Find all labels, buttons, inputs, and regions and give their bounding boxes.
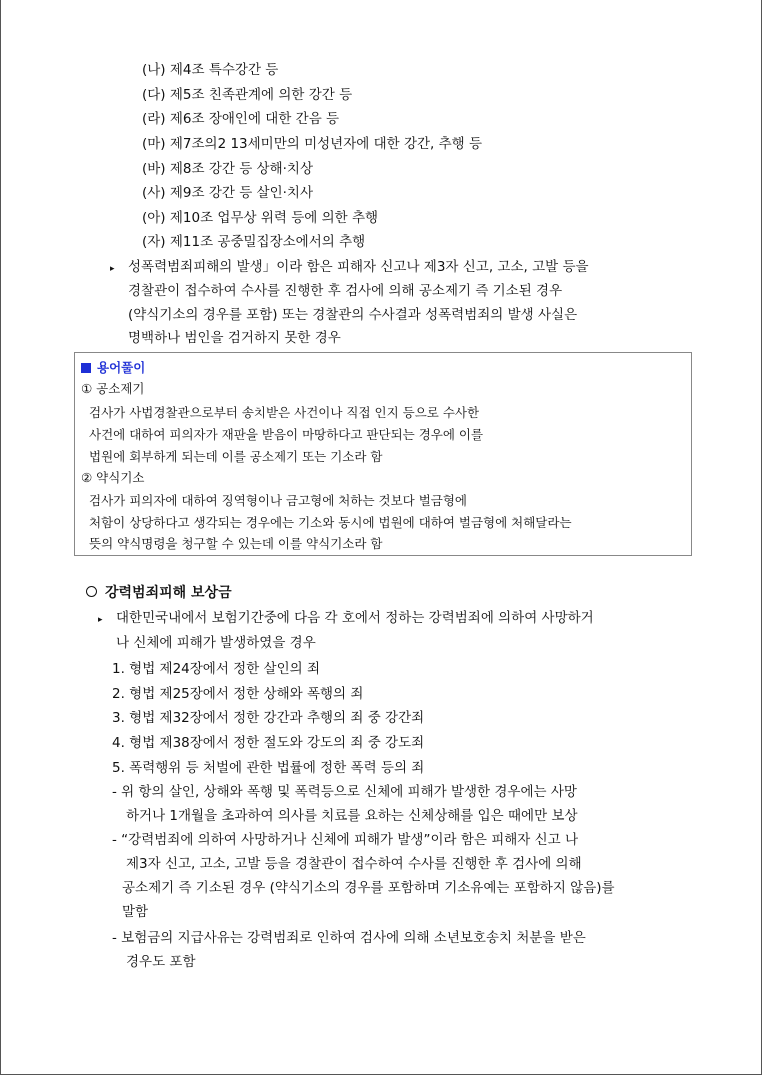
note-line: - “강력범죄에 의하여 사망하거나 신체에 피해가 발생”이라 함은 피해자 신고 나 (112, 832, 579, 848)
section-bullet-line: 나 신체에 피해가 발생하였을 경우 (116, 635, 316, 651)
numbered-item: 2. 형법 제25장에서 정한 상해와 폭행의 죄 (112, 686, 364, 702)
note-line: - 보험금의 지급사유는 강력범죄로 인하여 검사에 의해 소년보호송치 처분을 받은 (112, 930, 586, 946)
note-line: 공소제기 즉 기소된 경우 (약식기소의 경우를 포함하며 기소유예는 포함하지 않음)를 (122, 880, 615, 896)
numbered-item: 3. 형법 제32장에서 정한 강간과 추행의 죄 중 강간죄 (112, 710, 425, 726)
note-line: 경우도 포함 (126, 954, 196, 970)
glossary-line: 법원에 회부하게 되는데 이를 공소제기 또는 기소라 함 (89, 449, 383, 464)
occurrence-paragraph: ▸ 성폭력범죄피해의 발생」이라 함은 피해자 신고나 제3자 신고, 고소, 고발 등을 (110, 258, 589, 278)
sub-item: (사) 제9조 강간 등 살인·치사 (142, 185, 313, 201)
glossary-line: 뜻의 약식명령을 청구할 수 있는데 이를 약식기소라 함 (89, 536, 383, 551)
glossary-title: 용어풀이 (81, 359, 145, 376)
sub-item: (나) 제4조 특수강간 등 (142, 62, 279, 78)
sub-item: (아) 제10조 업무상 위력 등에 의한 추행 (142, 210, 379, 226)
occurrence-line: 명백하나 범인을 검거하지 못한 경우 (128, 330, 341, 346)
sub-item: (라) 제6조 장애인에 대한 간음 등 (142, 111, 340, 127)
note-line: 말함 (122, 904, 149, 920)
square-bullet-icon (81, 363, 91, 373)
glossary-line: 검사가 사법경찰관으로부터 송치받은 사건이나 직접 인지 등으로 수사한 (89, 405, 480, 420)
sub-item: (마) 제7조의2 13세미만의 미성년자에 대한 강간, 추행 등 (142, 136, 483, 152)
circle-bullet-icon (86, 586, 97, 597)
glossary-line: 사건에 대하여 피의자가 재판을 받음이 마땅하다고 판단되는 경우에 이를 (89, 427, 484, 442)
note-line: - 위 항의 살인, 상해와 폭행 및 폭력등으로 신체에 피해가 발생한 경우에는 사망 (112, 784, 577, 800)
triangle-bullet-icon: ▸ (110, 264, 115, 274)
note-line: 제3자 신고, 고소, 고발 등을 경찰관이 접수하여 수사를 진행한 후 검사에 의해 (126, 856, 582, 872)
section-bullet: ▸ 대한민국내에서 보험기간중에 다음 각 호에서 정하는 강력범죄에 의하여 사망하거 (98, 609, 594, 629)
sub-item: (자) 제11조 공중밀집장소에서의 추행 (142, 234, 366, 250)
glossary-box (74, 352, 692, 556)
triangle-bullet-icon: ▸ (98, 615, 103, 625)
note-line: 하거나 1개월을 초과하여 의사를 치료를 요하는 신체상해를 입은 때에만 보상 (126, 808, 578, 824)
glossary-line: 처함이 상당하다고 생각되는 경우에는 기소와 동시에 법원에 대하여 벌금형에 처해달라는 (89, 515, 572, 530)
numbered-item: 5. 폭력행위 등 처벌에 관한 법률에 정한 폭력 등의 죄 (112, 760, 425, 776)
glossary-term-heading: ② 약식기소 (81, 470, 145, 485)
glossary-term-heading: ① 공소제기 (81, 381, 145, 396)
numbered-item: 1. 형법 제24장에서 정한 살인의 죄 (112, 661, 321, 677)
section-title: 강력범죄피해 보상금 (86, 584, 232, 602)
sub-item: (다) 제5조 친족관계에 의한 강간 등 (142, 87, 353, 103)
occurrence-line: 경찰관이 접수하여 수사를 진행한 후 검사에 의해 공소제기 즉 기소된 경우 (128, 283, 563, 299)
glossary-line: 검사가 피의자에 대하여 징역형이나 금고형에 처하는 것보다 벌금형에 (89, 493, 467, 508)
occurrence-line: (약식기소의 경우를 포함) 또는 경찰관의 수사결과 성폭력범죄의 발생 사실은 (128, 307, 578, 323)
sub-item: (바) 제8조 강간 등 상해·치상 (142, 161, 313, 177)
numbered-item: 4. 형법 제38장에서 정한 절도와 강도의 죄 중 강도죄 (112, 735, 425, 751)
